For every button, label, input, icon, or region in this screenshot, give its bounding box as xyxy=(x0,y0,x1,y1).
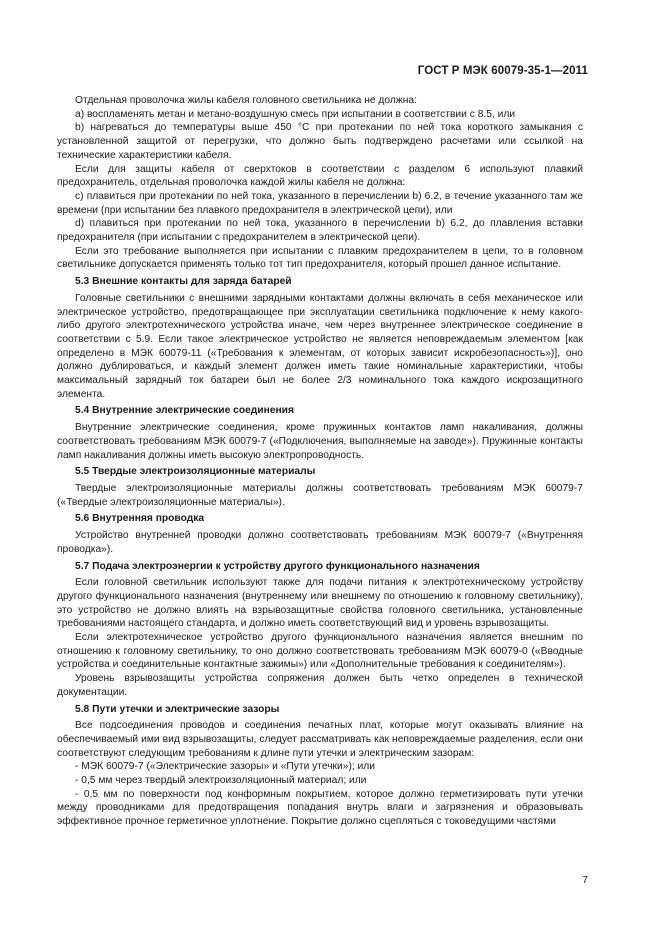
list-item: - МЭК 60079-7 («Электрические зазоры» и «Пути утечки»); или xyxy=(75,761,375,773)
paragraph: Твердые электроизоляционные материалы должны соответствовать требованиям МЭК 60079-7 («Твердые электроизоляционные материалы»). xyxy=(57,482,583,508)
paragraph: Устройство внутренней проводки должно соответствовать требованиям МЭК 60079-7 («Внутренняя проводка»). xyxy=(57,530,583,555)
document-header: ГОСТ Р МЭК 60079-35-1—2011 xyxy=(417,65,588,77)
section-heading: 5.8 Пути утечки и электрические зазоры xyxy=(75,703,280,715)
section-heading: 5.7 Подача электроэнергии к устройству другого функционального назначения xyxy=(75,560,480,572)
section-heading: 5.6 Внутренняя проводка xyxy=(75,513,205,525)
list-item: d) плавиться при протекании по ней тока, указанного в перечислении b) 6.2, до плавления вставки предохранителя (при испытании с предохранителем в электрической цепи). xyxy=(57,218,583,244)
paragraph: Отдельная проволочка жилы кабеля головного светильника не должна: xyxy=(75,95,417,106)
paragraph: Если это требование выполняется при испытании с плавким предохранителем в цепи, то в головном светильнике допускается применять только тот тип предохранителя, который прошел данное испытание. xyxy=(57,245,583,271)
paragraph: Если для защиты кабеля от сверхтоков в соответствии с разделом 6 используют плавкий предохранитель, отдельная проволочка каждой жилы кабеля не должна: xyxy=(57,163,583,189)
paragraph: Уровень взрывозащиты устройства сопряжения должен быть четко определен в технической документации. xyxy=(57,673,583,698)
paragraph: Головные светильники с внешними зарядными контактами должны включать в себя механическое или электрическое устройство, предотвращающее при эксплуатации светильника подключение к нему какого-либо другого электротехнического устройства иначе, чем через внутреннее электрическое соединение в соответствии с 5.9. Если такое электрическое устройство не является неповреждаемым элементом [как определено в МЭК 60079-11 («Требования к элементам, от которых зависит искробезопасность»)], оно должно дублироваться, и каждый элемент должен иметь такие номинальные характеристики, чтобы максимальный зарядный ток батареи был не более 2/3 номинального тока каждого искрозащитного элемента. xyxy=(57,292,583,400)
list-item: - 0,5 мм по поверхности под конформным покрытием, которое должно герметизировать пути утечки между проводниками для предотвращения попадания внутрь влаги и загрязнения и образовывать эффективное прочное герметичное уплотнение. Покрытие должно сцепляться с токоведущими частями xyxy=(57,788,583,828)
paragraph: Если электротехническое устройство другого функционального назначения является внешним по отношению к головному светильнику, то оно должно соответствовать требованиям МЭК 60079-0 («Вводные устройства и соединительные контактные зажимы») или «Дополнительные требования к соединителям»). xyxy=(57,632,583,671)
paragraph: Все подсоединения проводов и соединения печатных плат, которые могут оказывать влияние на обеспечиваемый ими вид взрывозащиты, следует рассматривать как неповреждаемые разделения, если они соответствуют следующим требованиям к длине пути утечки и электрическим зазорам: xyxy=(57,720,583,759)
section-heading: 5.3 Внешние контакты для заряда батарей xyxy=(75,276,292,288)
section-heading: 5.5 Твердые электроизоляционные материалы xyxy=(75,466,316,478)
section-heading: 5.4 Внутренние электрические соединения xyxy=(75,405,294,417)
page-number: 7 xyxy=(582,875,588,886)
list-item: b) нагреваться до температуры выше 450 °С при протекании по ней тока короткого замыкания с установленной защитой от перегрузки, что должно быть подтверждено расчетами или ссылкой на технические характеристики кабеля. xyxy=(57,122,583,161)
paragraph: Внутренние электрические соединения, кроме пружинных контактов ламп накаливания, должны соответствовать требованиям МЭК 60079-7 («Подключения, выполняемые на заводе»). Пружинные контакты ламп накаливания должны иметь высокую электропроводность. xyxy=(57,422,583,461)
list-item: a) воспламенять метан и метано-воздушную смесь при испытании в соответствии с 8.5, или xyxy=(75,108,516,120)
list-item: - 0,5 мм через твердый электроизоляционный материал; или xyxy=(75,775,367,787)
paragraph: Если головной светильник используют также для подачи питания к электротехническому устройству другого функционального назначения (внутреннему или внешнему по отношению к головному светильнику), это устройство не должно влиять на взрывозащитные свойства головного светильника, установленные требованиями настоящего стандарта, и должно иметь соответствующий вид и уровень взрывозащиты. xyxy=(57,577,583,630)
document-body xyxy=(57,94,583,829)
list-item: c) плавиться при протекании по ней тока, указанного в перечислении b) 6.2, в течение указанного там же времени (при испытании без плавкого предохранителя в электрической цепи), или xyxy=(57,190,583,216)
